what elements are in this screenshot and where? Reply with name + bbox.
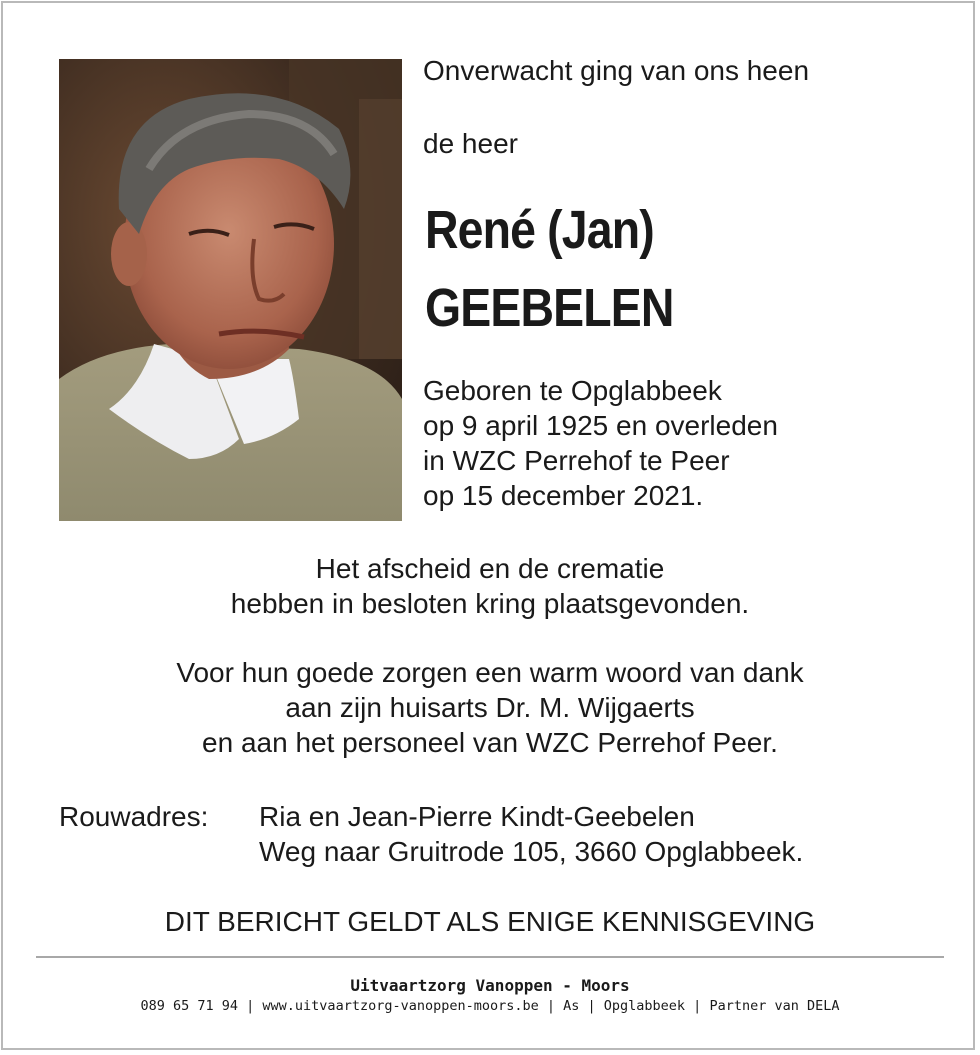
address-lines <box>259 799 803 869</box>
thanks-line: aan zijn huisarts Dr. M. Wijgaerts <box>285 692 695 723</box>
thanks-line: Voor hun goede zorgen een warm woord van dank <box>176 657 804 688</box>
address-line: Weg naar Gruitrode 105, 3660 Opglabbeek. <box>259 836 804 867</box>
address-label: Rouwadres: <box>59 801 209 832</box>
thanks-paragraph <box>0 655 980 760</box>
address-line: Ria en Jean-Pierre Kindt-Geebelen <box>259 801 695 832</box>
deceased-surname: GEEBELEN <box>425 278 674 338</box>
notice-text: DIT BERICHT GELDT ALS ENIGE KENNISGEVING <box>164 906 816 937</box>
honorific: de heer <box>423 128 518 159</box>
intro-text: Onverwacht ging van ons heen <box>423 55 810 86</box>
life-details <box>423 373 778 513</box>
life-line: op 9 april 1925 en overleden <box>423 410 778 441</box>
life-line: in WZC Perrehof te Peer <box>423 445 730 476</box>
funeral-home-name: Uitvaartzorg Vanoppen - Moors <box>350 976 630 995</box>
portrait-illustration <box>59 59 402 521</box>
portrait-photo <box>59 59 402 521</box>
deceased-first-name: René (Jan) <box>425 200 654 260</box>
life-line: Geboren te Opglabbeek <box>423 375 722 406</box>
life-line: op 15 december 2021. <box>423 480 704 511</box>
farewell-line: hebben in besloten kring plaatsgevonden. <box>230 588 750 619</box>
footer-divider <box>36 956 944 958</box>
farewell-paragraph <box>0 551 980 621</box>
funeral-home-contact: 089 65 71 94 | www.uitvaartzorg-vanoppen-moors.be | As | Opglabbeek | Partner van DELA <box>140 998 840 1014</box>
thanks-line: en aan het personeel van WZC Perrehof Peer. <box>202 727 778 758</box>
farewell-line: Het afscheid en de crematie <box>315 553 665 584</box>
